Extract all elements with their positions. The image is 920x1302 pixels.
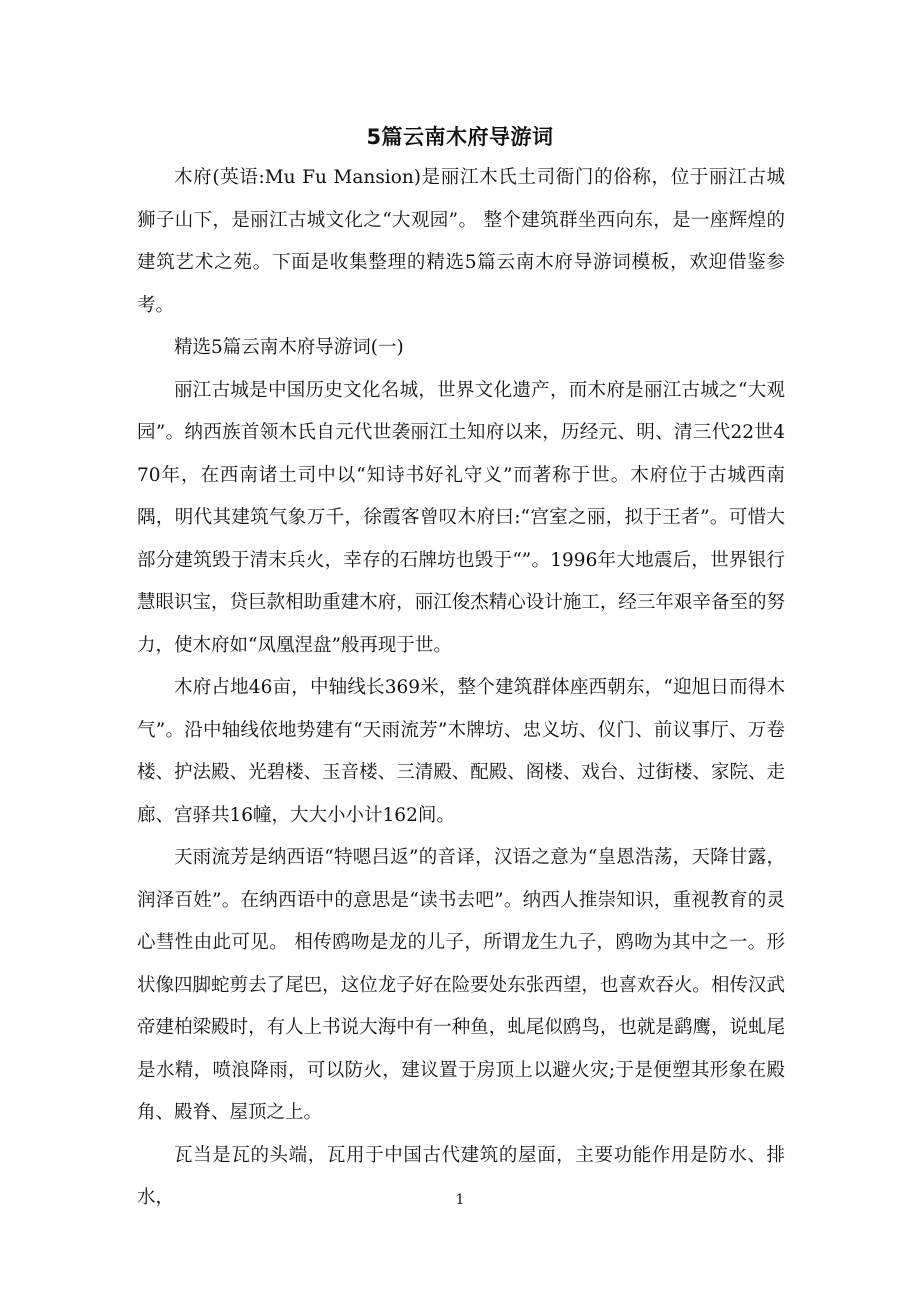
document-title: 5篇云南木府导游词 — [366, 125, 554, 149]
intro-paragraph: 木府(英语:Mu Fu Mansion)是丽江木氏土司衙门的俗称，位于丽江古城狮子山下，是丽江古城文化之“大观园”。 整个建筑群坐西向东，是一座辉煌的建筑艺术之苑。下面是收集整理的精选5篇云南木府导游词模板，欢迎借鉴参考。 — [137, 167, 785, 316]
body-paragraph: 天雨流芳是纳西语“特嗯吕返”的音译，汉语之意为“皇恩浩荡，天降甘露，润泽百姓”。在纳西语中的意思是“读书去吧”。纳西人推崇知识，重视教育的灵心彗性由此可见。 相传鸥吻是龙的儿子，所谓龙生九子，鸥吻为其中之一。形状像四脚蛇剪去了尾巴，这位龙子好在险要处东张西望，也喜欢吞火。相传汉武帝建柏梁殿时，有人上书说大海中有一种鱼，虬尾似鸥鸟，也就是鹞鹰，说虬尾是水精，喷浪降雨，可以防火，建议置于房顶上以避火灾;于是便塑其形象在殿角、殿脊、屋顶之上。 — [137, 847, 785, 1123]
page-number: 1 — [455, 1192, 465, 1208]
section-heading: 精选5篇云南木府导游词(一) — [174, 337, 404, 358]
body-paragraph: 瓦当是瓦的头端，瓦用于中国古代建筑的屋面，主要功能作用是防水、排水， — [137, 1144, 785, 1208]
document-body — [137, 157, 785, 1220]
body-paragraph: 木府占地46亩，中轴线长369米，整个建筑群体座西朝东，“迎旭日而得木气”。沿中轴线依地势建有“天雨流芳”木牌坊、忠义坊、仪门、前议事厅、万卷楼、护法殿、光碧楼、玉音楼、三清殿、配殿、阁楼、戏台、过街楼、家院、走廊、宫驿共16幢，大大小小计162间。 — [137, 677, 785, 826]
body-paragraph: 丽江古城是中国历史文化名城，世界文化遗产，而木府是丽江古城之“大观园”。纳西族首领木氏自元代世袭丽江土知府以来，历经元、明、清三代22世470年，在西南诸土司中以“知诗书好礼守义”而著称于世。木府位于古城西南隅，明代其建筑气象万千，徐霞客曾叹木府曰:“宫室之丽，拟于王者”。可惜大部分建筑毁于清末兵火，幸存的石牌坊也毁于“”。1996年大地震后，世界银行慧眼识宝，贷巨款相助重建木府，丽江俊杰精心设计施工，经三年艰辛备至的努力，使木府如“凤凰涅盘”般再现于世。 — [137, 379, 785, 656]
